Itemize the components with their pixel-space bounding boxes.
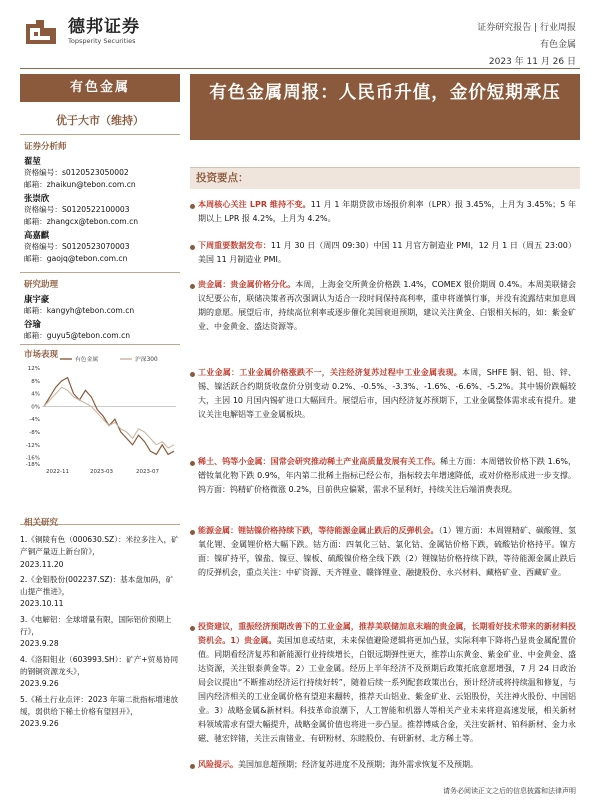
related-item-date: 2023.9.26 — [20, 679, 59, 689]
point-head: 本周核心关注 LPR 维持不变。 — [198, 200, 311, 209]
bullet-icon — [190, 530, 195, 535]
analyst-cert: 资格编号：s0120523050002 — [24, 168, 129, 178]
analyst-cert: 资格编号：S0120523070003 — [24, 242, 130, 252]
related-research-list — [20, 534, 180, 733]
point-head: 能源金属：锂钴镍价格持续下跌，等待能源金属止跌后的反弹机会。 — [198, 526, 439, 535]
point-head: 投资建议，重振经济预期改善下的工业金属，推荐美联储加息末端的贵金属，长期看好技术带来的新材料投资机会。1）贵金属。 — [198, 622, 576, 645]
logo-name-cn: 德邦证券 — [68, 16, 140, 37]
y-tick-label: -16% — [25, 455, 40, 462]
related-section-title: 相关研究 — [24, 518, 59, 528]
footer-disclaimer: 请务必阅读正文之后的信息披露和法律声明 — [443, 787, 576, 795]
point-body: 本周，SHFE 铜、铝、铅、锌、锡、镍活跃合约期货收盘价分别变动 0.2%、-0.5%、-3.3%、-1.6%、-6.6%、-5.2%。其中锡价跌幅较大，主因 10 月国内锡矿进口大幅回升。展望后市，国内经济复苏预期下，工业金属整体需求或有提升。建议关注电解铝等工业金属板块。 — [198, 368, 576, 419]
point-head: 工业金属：工业金属价格涨跌不一，关注经济复苏过程中工业金属表现。 — [198, 368, 462, 377]
point-body: 美国加息或结束，未来保值避险逻辑将更加凸显，实际利率下降将凸显贵金属配置价值。同期看经济复苏和新能源行业持续增长，白银远期弹性更大，推荐山东黄金、紫金矿业、中金黄金、盛达资源，关注银泰黄金等。2）工业金属。经历上半年经济不及预期后政策托底意愿增强，7 月 24 日政治局会议提出“不断推动经济运行持续好转”，随着后续一系列配套政策出台，预计经济或将持续温和修复，与国内经济相关的工业金属价格有望迎来翻转，推荐天山铝业、紫金矿业、云铝股份，关注神火股份、中国铝业。3）战略金属&新材料。科技革命浪潮下，人工智能和机器人等相关产业未来将迎高速发展，相关新材料领域需求有望大幅提升，战略金属价值也将进一步凸显。推荐博威合金，关注安新材、铂科新材、金力永磁、驰宏锌锗，关注云南锗业、有研粉材、东睦股份、有研新材、北方稀土等。 — [198, 636, 576, 743]
point-head: 下周重要数据发布： — [198, 241, 271, 250]
x-tick-label: 2023-03 — [90, 469, 113, 475]
x-tick-label: 2022-11 — [46, 469, 69, 475]
analyst-email[interactable]: 邮箱：gaojq@tebon.com.cn — [24, 254, 128, 264]
point-body: 美国加息超预期；经济复苏进度不及预期；海外需求恢复不及预期。 — [238, 760, 478, 769]
points-title: 投资要点： — [196, 172, 249, 184]
logo-name-en: Topsperity Securities — [68, 36, 136, 45]
point-body: （1）锂方面：本周锂精矿、碳酸锂、氢氧化锂、金属锂价格大幅下跌。钴方面：四氧化三钴、氯化钴、金属钴价格下跌，硫酸钴价格持平。镍方面：镍矿持平，镍盐、镍豆、镍板、硫酸镍价格全线下跌（2）锂镍钴价格持续下跌，等待能源金属止跌后的反弹机会，重点关注：中矿资源、天齐锂业、赣锋锂业、融捷股份、永兴材料、藏格矿业、西藏矿业。 — [198, 526, 576, 577]
related-item[interactable] — [20, 574, 180, 611]
point-body: 稀土方面：本周镨钕价格下跌 1.6%，镨钕氧化物下跌 0.9%，年内第二批稀土指标已经公布，指标较去年增速降低，或对价格形成进一步支撑。钨方面：钨精矿价格微涨 0.2%，目前供应偏紧，需求不显利好，持续关注后端消费表现。 — [198, 457, 577, 494]
x-tick-label: 2023-07 — [136, 469, 159, 475]
y-tick-label: 4% — [31, 391, 40, 398]
point-paragraph — [198, 455, 576, 497]
y-tick-label: -12% — [25, 442, 40, 449]
report-industry: 有色金属 — [539, 40, 576, 50]
bullet-icon — [190, 284, 195, 289]
point-body: 本周，上海金交所黄金价格跌 1.4%，COMEX 银价期周 0.4%。本周美联储会议纪要公布，联储决策者再次强调认为适合一段时间保持高利率，重申将谨慎行事，并没有流露结束加息周期的意愿。展望后市，持续高位利率或逐步催化美国衰退预期，建议关注黄金、白银相关标的，如：紫金矿业、中金黄金、盛达资源等。 — [198, 280, 576, 331]
point-paragraph — [198, 524, 576, 580]
point-head: 风险提示。 — [198, 760, 238, 769]
point-body: 11 月 30 日（周四 09:30）中国 11 月官方制造业 PMI，12 月 1 日（周五 23:00）美国 11 月制造业 PMI。 — [198, 241, 576, 264]
analyst-card — [24, 192, 180, 229]
related-item-date: 2023.9.28 — [20, 639, 59, 649]
header-divider — [20, 68, 580, 69]
point-paragraph — [198, 366, 576, 422]
y-tick-label: 12% — [27, 366, 40, 372]
point-paragraph — [198, 620, 576, 746]
rating-label: 优于大市（维持） — [56, 114, 144, 127]
market-performance-chart — [20, 352, 180, 480]
related-item-title: 5.《稀土行业点评：2023 年第二批指标增速放缓，弱供给下稀土价格有望回升》， — [20, 694, 179, 716]
analyst-email[interactable]: 邮箱：zhangcx@tebon.com.cn — [24, 217, 139, 227]
analyst-card — [24, 155, 180, 192]
assistant-card — [24, 293, 180, 317]
report-meta — [477, 20, 576, 71]
logo-mark-icon — [20, 14, 64, 48]
related-item[interactable] — [20, 614, 180, 651]
sector-label: 有色金属 — [20, 74, 180, 102]
related-item-title: 3.《电解铝：全球增量有限，国际铝价预期上行》， — [20, 614, 172, 637]
y-tick-label: -18% — [25, 462, 40, 468]
point-paragraph — [198, 278, 576, 334]
bullet-icon — [190, 372, 195, 377]
assistant-name: 康宇豪 — [24, 294, 50, 304]
bullet-icon — [190, 204, 195, 209]
related-item-title: 4.《洛阳钼业（603993.SH）：矿产+贸易协同的钢铜资源龙头》， — [20, 654, 179, 676]
related-item-date: 2023.9.26 — [20, 719, 59, 729]
point-paragraph — [198, 758, 576, 772]
sidebar-divider — [20, 344, 180, 345]
assistants-section-title: 研究助理 — [24, 280, 59, 290]
bullet-icon — [190, 245, 195, 250]
related-item-title: 1.《铜陵有色（000630.SZ）：米拉多注入，矿产铜产量迈上新台阶》， — [20, 535, 179, 557]
analyst-card — [24, 229, 180, 266]
sidebar-divider — [20, 134, 180, 135]
report-type: 证券研究报告 | 行业周报 — [477, 23, 576, 33]
legend-label: 有色金属 — [75, 357, 99, 363]
point-paragraph — [198, 198, 576, 226]
related-item-title: 2.《金钼股份(002237.SZ)：基本盘加码，矿山提产推进》， — [20, 574, 174, 597]
related-item[interactable] — [20, 534, 180, 571]
analyst-cert: 资格编号：S0120522100003 — [24, 205, 130, 215]
report-title: 有色金属周报：人民币升值，金价短期承压 — [190, 74, 580, 140]
point-body: 11 月 1 年期贷款市场报价利率（LPR）报 3.45%，上月为 3.45%；5 年期以上 LPR 报 4.2%，上月为 4.2%。 — [198, 200, 576, 223]
y-tick-label: 0% — [31, 404, 40, 411]
analyst-name: 高嘉麒 — [24, 230, 50, 240]
series-line — [44, 387, 174, 448]
analysts-section-title: 证券分析师 — [24, 142, 67, 152]
related-item-date: 2023.10.11 — [20, 599, 64, 609]
company-logo — [20, 14, 140, 48]
bullet-icon — [190, 626, 195, 631]
bullet-icon — [190, 461, 195, 466]
chart-svg — [20, 352, 180, 480]
related-item[interactable] — [20, 694, 180, 731]
bullet-icon — [190, 764, 195, 769]
report-date: 2023 年 11 月 26 日 — [488, 57, 576, 67]
y-tick-label: 8% — [31, 378, 40, 385]
point-head: 稀土、钨等小金属：国常会研究推动稀土产业高质量发展有关工作。 — [198, 457, 441, 466]
y-tick-label: -8% — [29, 430, 40, 436]
assistant-email[interactable]: 邮箱：kangyh@tebon.com.cn — [24, 306, 135, 316]
y-tick-label: -4% — [29, 417, 40, 424]
analyst-email[interactable]: 邮箱：zhaikun@tebon.com.cn — [24, 180, 136, 190]
assistant-name: 谷瑜 — [24, 319, 41, 329]
analyst-name: 翟堃 — [24, 156, 41, 166]
assistant-card — [24, 318, 180, 342]
related-item[interactable] — [20, 654, 180, 691]
assistant-email[interactable]: 邮箱：guyu5@tebon.com.cn — [24, 331, 131, 341]
legend-label: 沪深300 — [135, 357, 158, 363]
related-item-date: 2023.11.20 — [20, 559, 64, 569]
analyst-name: 张崇欣 — [24, 193, 50, 203]
market-section-title: 市场表现 — [24, 350, 59, 360]
point-head: 贵金属：贵金属价格分化。 — [198, 280, 296, 289]
sidebar-divider — [20, 272, 180, 273]
point-paragraph — [198, 239, 576, 267]
